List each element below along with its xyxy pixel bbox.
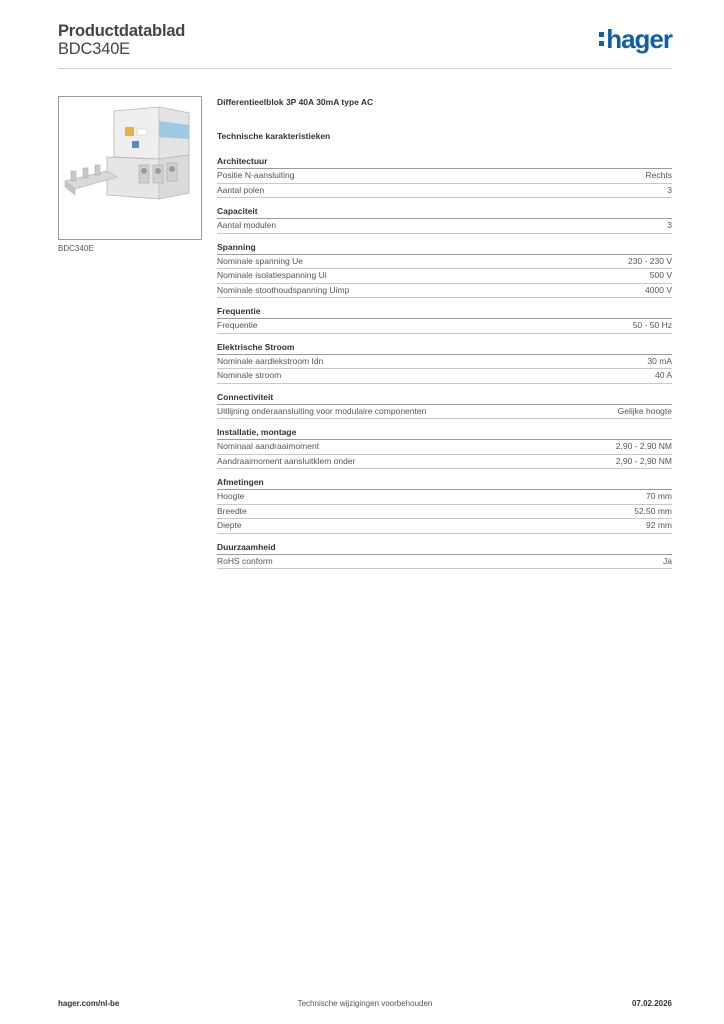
- spec-section-capaciteit: [217, 205, 672, 234]
- spec-label: Aandraaimoment aansluitklem onder: [217, 455, 356, 466]
- spec-section-connectiviteit: [217, 391, 672, 420]
- spec-section-installatie: [217, 426, 672, 469]
- spec-row: [217, 219, 672, 234]
- spec-value: 40 A: [654, 370, 672, 380]
- logo-text: hager: [606, 24, 672, 54]
- spec-label: Aantal polen: [217, 184, 265, 195]
- spec-label: Nominale stoothoudspanning Uimp: [217, 284, 350, 295]
- spec-row: [217, 284, 672, 299]
- section-title: Architectuur: [217, 155, 672, 169]
- footer-note: Technische wijzigingen voorbehouden: [297, 999, 433, 1008]
- footer-website-link[interactable]: hager.com/nl-be: [58, 999, 120, 1008]
- image-caption: BDC340E: [58, 244, 94, 253]
- spec-label: Nominaal aandraaimoment: [217, 441, 320, 451]
- spec-row: [217, 184, 672, 199]
- spec-row: [217, 490, 672, 505]
- spec-label: Positie N-aansluiting: [217, 170, 295, 180]
- spec-value: 4000 V: [645, 284, 672, 295]
- page-footer: [58, 998, 672, 1010]
- spec-row: [217, 369, 672, 384]
- spec-content: [217, 96, 672, 576]
- spec-label: Breedte: [217, 505, 247, 516]
- section-title: Elektrische Stroom: [217, 341, 672, 355]
- page-title: Productdatablad: [58, 22, 186, 40]
- spec-row: [217, 169, 672, 184]
- spec-value: 70 mm: [646, 491, 672, 501]
- page-header: [58, 20, 672, 68]
- section-title: Installatie, montage: [217, 426, 672, 440]
- spec-section-spanning: [217, 241, 672, 299]
- spec-label: Hoogte: [217, 491, 245, 501]
- spec-value: 52,50 mm: [634, 505, 672, 516]
- spec-section-duurzaamheid: [217, 541, 672, 570]
- spec-value: 30 mA: [647, 355, 672, 366]
- spec-value: Rechts: [645, 170, 672, 180]
- spec-row: [217, 519, 672, 534]
- spec-label: Nominale isolatiespanning Ui: [217, 270, 327, 280]
- spec-row: [217, 440, 672, 455]
- spec-section-frequentie: [217, 305, 672, 334]
- spec-label: Uitlijning onderaansluiting voor modulaire componenten: [217, 405, 427, 416]
- spec-row: [217, 455, 672, 470]
- spec-label: Nominale aardlekstroom Idn: [217, 355, 324, 366]
- product-description: Differentieelblok 3P 40A 30mA type AC: [217, 97, 374, 107]
- tech-characteristics-title: Technische karakteristieken: [217, 131, 331, 141]
- spec-value: Ja: [663, 555, 672, 566]
- section-title: Connectiviteit: [217, 391, 672, 405]
- footer-date: 07.02.2026: [631, 999, 672, 1008]
- spec-section-elektrische-stroom: [217, 341, 672, 384]
- spec-label: Frequentie: [217, 320, 258, 330]
- section-title: Duurzaamheid: [217, 541, 672, 555]
- spec-section-afmetingen: [217, 476, 672, 534]
- logo-colon-icon: [599, 32, 604, 46]
- spec-value: 230 - 230 V: [628, 255, 672, 266]
- spec-row: [217, 405, 672, 420]
- spec-label: Nominale stroom: [217, 370, 282, 380]
- spec-value: 500 V: [649, 270, 672, 280]
- spec-value: 3: [667, 184, 672, 195]
- spec-value: 2,90 - 2,90 NM: [615, 441, 672, 451]
- section-title: Afmetingen: [217, 476, 672, 490]
- spec-label: Diepte: [217, 520, 242, 530]
- spec-row: [217, 269, 672, 284]
- spec-value: 50 - 50 Hz: [632, 320, 672, 330]
- spec-row: [217, 319, 672, 334]
- product-code: BDC340E: [58, 40, 130, 58]
- spec-value: 92 mm: [646, 520, 672, 530]
- spec-row: [217, 555, 672, 570]
- rcd-block-illustration: [59, 97, 201, 239]
- spec-label: Nominale spanning Ue: [217, 255, 303, 266]
- header-divider: [58, 68, 672, 69]
- spec-row: [217, 255, 672, 270]
- product-image: [58, 96, 202, 240]
- spec-label: RoHS conform: [217, 555, 273, 566]
- spec-label: Aantal modulen: [217, 220, 277, 230]
- spec-section-architectuur: [217, 155, 672, 198]
- spec-row: [217, 355, 672, 370]
- section-title: Spanning: [217, 241, 672, 255]
- spec-value: Gelijke hoogte: [617, 405, 672, 416]
- section-title: Frequentie: [217, 305, 672, 319]
- hager-logo: [599, 26, 672, 52]
- spec-value: 3: [667, 220, 672, 230]
- section-title: Capaciteit: [217, 205, 672, 219]
- spec-row: [217, 505, 672, 520]
- spec-value: 2,90 - 2,90 NM: [615, 455, 672, 466]
